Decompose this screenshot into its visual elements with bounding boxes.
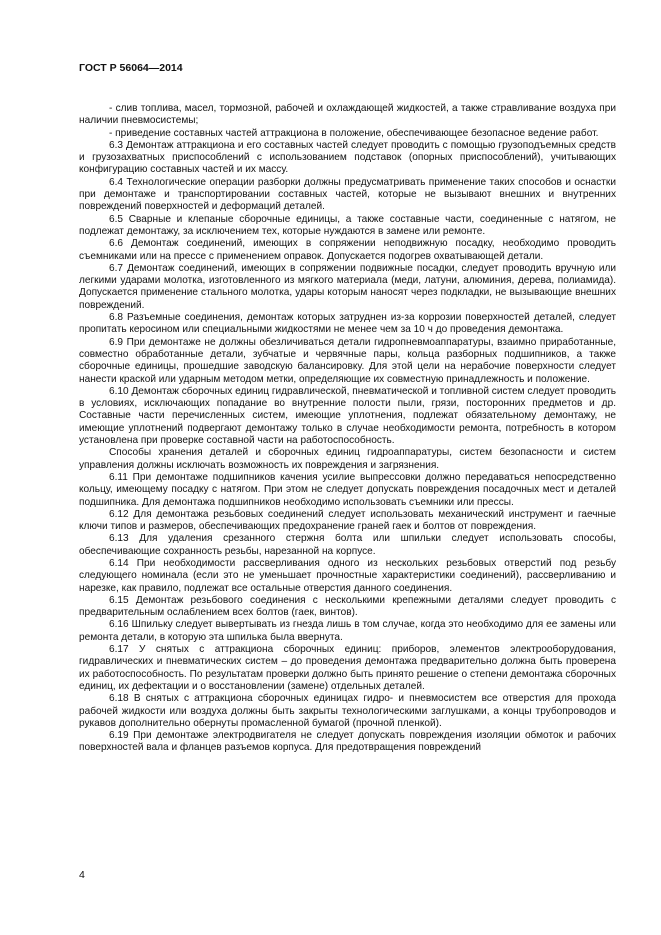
- paragraph: 6.19 При демонтаже электродвигателя не следует допускать повреждения изоляции обмоток и рабочих поверхностей вала и фланцев разъемов корпуса. Для предотвращения повреждений: [79, 730, 616, 754]
- paragraph: 6.8 Разъемные соединения, демонтаж которых затруднен из-за коррозии поверхностей деталей, следует пропитать керосином или специальными жидкостями не менее чем за 10 ч до проведения демонтажа.: [79, 312, 616, 336]
- paragraph: 6.3 Демонтаж аттракциона и его составных частей следует проводить с помощью грузоподъемных средств и грузозахватных приспособлений с использованием подставок (опорных приспособлений), учитывающих конфигурацию составных частей и их массу.: [79, 139, 616, 176]
- paragraph: 6.17 У снятых с аттракциона сборочных единиц: приборов, элементов электрооборудования, гидравлических и пневматических систем – до проведения демонтажа предварительно должна быть проверена их работоспособность. По результатам проверки должно быть принято решение о степени демонтажа сборочных единиц, их дефектации и о восстановлении (замене) отдельных деталей.: [79, 644, 616, 692]
- paragraph: 6.7 Демонтаж соединений, имеющих в сопряжении подвижные посадки, следует проводить вручную или легкими ударами молотка, изготовленного из мягкого материала (меди, латуни, алюминия, дерева, полиамида). Допускается применение стального молотка, удары которым наносят через подкладки, не вызывающие внешних повреждений.: [79, 262, 616, 311]
- paragraph: - приведение составных частей аттракциона в положение, обеспечивающее безопасное ведение работ.: [109, 127, 599, 139]
- paragraph: 6.11 При демонтаже подшипников качения усилие выпрессовки должно передаваться непосредственно кольцу, имеющему посадку с натягом. При этом не следует допускать повреждения посадочных мест и деталей подшипника. Для демонтажа подшипников необходимо использовать съемники или прессы.: [79, 471, 616, 508]
- paragraph: 6.13 Для удаления срезанного стержня болта или шпильки следует использовать способы, обеспечивающие сохранность резьбы, нарезанной на корпусе.: [79, 533, 616, 557]
- paragraph: 6.18 В снятых с аттракциона сборочных единицах гидро- и пневмосистем все отверстия для прохода рабочей жидкости или воздуха должны быть закрыты технологическими заглушками, а концы трубопроводов и рукавов дополнительно обернуты промасленной бумагой (прочной пленкой).: [79, 693, 616, 729]
- paragraph: 6.10 Демонтаж сборочных единиц гидравлической, пневматической и топливной систем следует проводить в условиях, исключающих попадание во внутренние полости пыли, грязи, посторонних предметов и др. Составные части перечисленных систем, имеющие уплотнения, подлежат обязательному демонтажу, не имеющие уплотнений подвергают демонтажу только в случае необходимости ремонта, потребность в котором установлена при проверке составной части на работоспособность.: [79, 385, 616, 447]
- paragraph: 6.14 При необходимости рассверливания одного из нескольких резьбовых отверстий под резьбу следующего номинала (если это не уменьшает прочностные характеристики соединений), рассверливанию и нарезке, как правило, подлежат все остальные отверстия данного соединения.: [79, 557, 616, 594]
- page-header: ГОСТ Р 56064—2014: [79, 62, 183, 74]
- paragraph: 6.5 Сварные и клепаные сборочные единицы, а также составные части, соединенные с натягом, не подлежат демонтажу, за исключением тех, которые нуждаются в замене или ремонте.: [79, 213, 616, 237]
- paragraph: 6.16 Шпильку следует вывертывать из гнезда лишь в том случае, когда это необходимо для ее замены или ремонта детали, в которую эта шпилька была ввернута.: [79, 619, 616, 643]
- paragraph: - слив топлива, масел, тормозной, рабочей и охлаждающей жидкостей, а также стравливание воздуха при наличии пневмосистемы;: [79, 103, 616, 127]
- paragraph: 6.6 Демонтаж соединений, имеющих в сопряжении неподвижную посадку, необходимо проводить съемниками или на прессе с применением оправок. Допускается подогрев охватывающей детали.: [79, 238, 616, 262]
- paragraph: 6.15 Демонтаж резьбового соединения с несколькими крепежными деталями следует проводить с предварительным ослаблением всех болтов (гаек, винтов).: [79, 594, 616, 619]
- paragraph: 6.4 Технологические операции разборки должны предусматривать применение таких способов и оснастки при демонтаже и транспортировании составных частей, которые не вызывают внешних и внутренних повреждений поверхностей и деформаций деталей.: [79, 176, 616, 213]
- page-number: 4: [79, 869, 85, 881]
- body-text: [79, 103, 616, 755]
- paragraph: Способы хранения деталей и сборочных единиц гидроаппаратуры, систем безопасности и систем управления должны исключать возможность их повреждения и загрязнения.: [79, 447, 616, 471]
- paragraph: 6.12 Для демонтажа резьбовых соединений следует использовать механический инструмент и гаечные ключи типов и размеров, обеспечивающих предохранение граней гаек и болтов от повреждения.: [79, 508, 616, 533]
- paragraph: 6.9 При демонтаже не должны обезличиваться детали гидропневмоаппаратуры, взаимно приработанные, совместно обработанные детали, зубчатые и червячные пары, кольца разборных подшипников, а также сборочные единицы, прошедшие заводскую балансировку. Для этой цели на нерабочие поверхности следует нанести краской или ударным методом метки, определяющие их совместную принадлежность и положение.: [79, 336, 616, 385]
